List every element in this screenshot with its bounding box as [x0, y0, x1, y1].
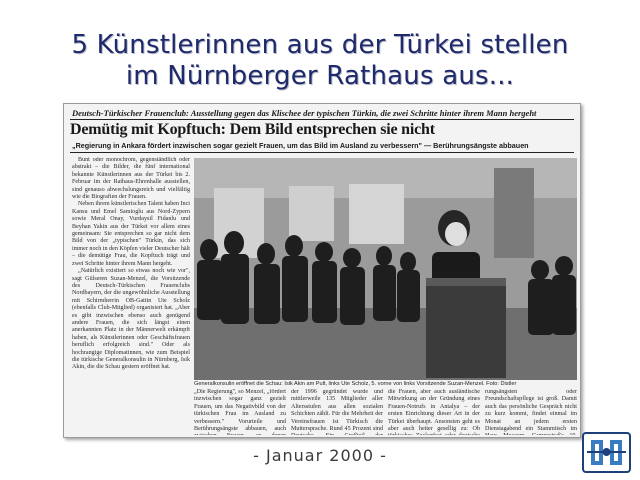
- date-label: - Januar 2000 -: [253, 446, 387, 465]
- divider: [70, 119, 574, 120]
- article-column: die Frauen, aber auch ausländische Mitwirkung an der Gründung eines Frauen-Notrufs in Antalya – der ersten Einrichtung dieser Art in der Türkei überhaupt. Ansonsten geht es aber auch heiter gesellig zu: Ob: [388, 389, 480, 433]
- article-paragraph: Bunt oder monochrom, gegenständlich oder abstrakt – die Bilder, die fünf international bekannte Künstlerinnen aus der Türkei bis 2. Februar im der Rathaus-Ehrenhalle ausstellen, sind genauso abwechslungsreich und vielfältig wie die Biografien der Frauen.: [72, 157, 190, 201]
- article-paragraph: „Natürlich existiert so etwas noch wie vor", sagt Gülseren Suzan-Menzel, die Vorsitzende des Deutsch-Türkischen Frauenclubs Nordbayern, der die ungewöhnliche Ausstellung mit Schirmherrin OB-Gattin Ute Scholz (ebenfalls Club-Mitglied) organisiert hat. „Aber es gibt inzwischen ebenso auch genügend andere Frauen, die sich längst einen anerkannten Platz in der Männerwelt erkämpft haben, als Künstlerinnen oder Geschäftsfrauen beruflich erfolgreich sind." Oder als hochrangige Diplomatinnen, wie zum Beispiel die türkische Generalkonsulin in Nürnberg, Isik Akin, die die Schau gestern eröffnet hat.: [72, 268, 190, 371]
- article-paragraph: Neben ihrem künstlerischen Talent haben Inci Kansu und Emel Samioglu aus Nord-Zypern sowie Meral Onay, Vurdaysil Fidanlu und Beyhan Yakin aus der Türkei vor allem eines gemeinsam: Sie entsprechen so gar nicht dem Bild von der „typischen" Türkin, das sich immer noch in den Köpfen vieler Deutscher hält – die demütige Frau, die Kopftuch trägt und zwei Schritte hinter ihrem Mann hergeht.: [72, 201, 190, 267]
- club-emblem-icon: [579, 430, 634, 475]
- divider: [70, 152, 574, 153]
- slide-title-line-1: 5 Künstlerinnen aus der Türkei stellen: [71, 30, 569, 60]
- slide-title: [0, 30, 640, 92]
- photo-caption: Generalkonsulin eröffnet die Schau: Isik Akin am Pult, links Ute Scholz, 5. vorne von links Vorsitzende Suzan-Menzel. Foto: Distler: [194, 381, 517, 387]
- newspaper-clipping: [63, 103, 581, 438]
- slide-title-line-2: im Nürnberger Rathaus aus...: [125, 61, 515, 91]
- article-left-column: [72, 157, 190, 435]
- article-column: „Die Regierung", so Menzel, „fördert inzwischen sogar ganz gezielt Frauen, um das Negativbild von der türkischen Frau im Ausland zu verbessern." Vorurteile und Berührungsängste abbauen, auch: [194, 389, 286, 433]
- clipping-headline: Demütig mit Kopftuch: Dem Bild entsprechen sie nicht: [70, 121, 435, 138]
- article-column: der 1996 gegründet wurde und mittlerweile 135 Mitglieder aller Altersstufen aus allen sozialen Schichten zählt. Für die Mehrheit der Vereinsfrauen ist Türkisch die Muttersprache. Rund 45 Prozent sind: [291, 389, 383, 433]
- event-photo: [194, 158, 577, 380]
- clipping-subheadline: „Regierung in Ankara fördert inzwischen sogar gezielt Frauen, um das Bild im Ausland zu verbessern" — Berührungsängste abbauen: [72, 141, 529, 150]
- photo-illustration: [194, 158, 577, 380]
- clipping-kicker: Deutsch-Türkischer Frauenclub: Ausstellung gegen das Klischee der typischen Türkin, die zwei Schritte hinter ihrem Mann hergeht: [72, 108, 537, 118]
- article-column: rungsängsten oder Freundschaftspflege ist groß. Damit auch das persönliche Gespräch nicht zu kurz kommt, findet einmal im Monat an jedem ersten Dienstagabend ein Stammtisch im: [485, 389, 577, 433]
